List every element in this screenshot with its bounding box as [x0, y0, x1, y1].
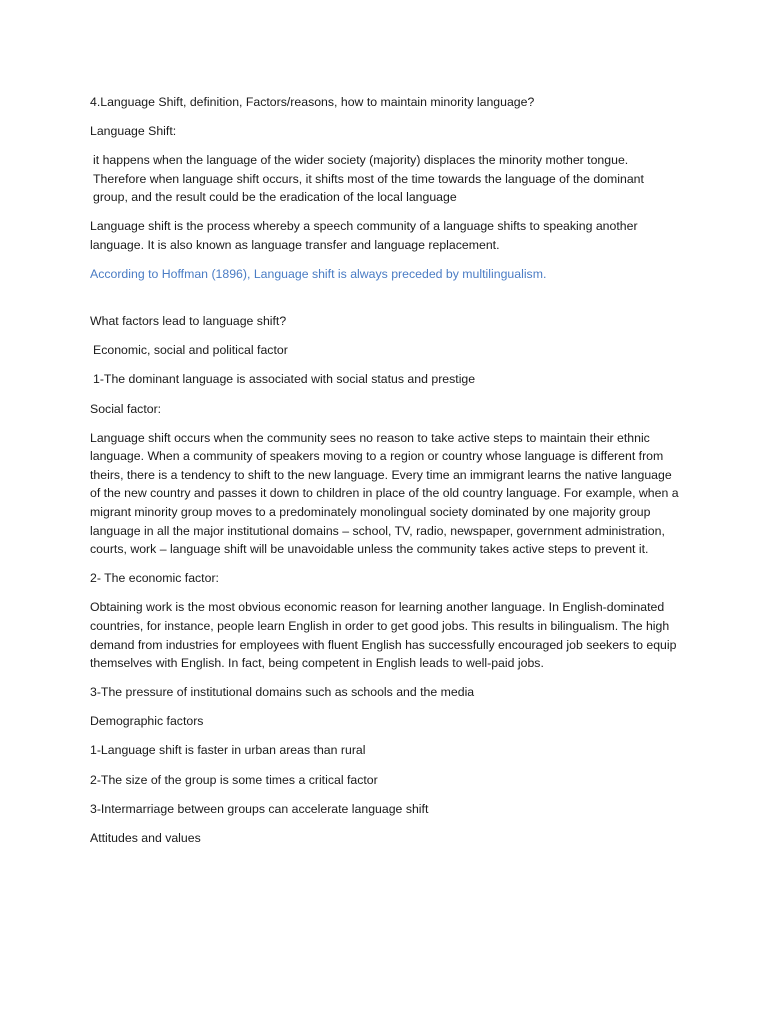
definition-paragraph: it happens when the language of the wider society (majority) displaces the minority mother tongue. Therefore when language shift occurs, it shifts most of the time towards the language of the dominant group, and the result could be the eradication of the local language [93, 153, 644, 205]
economic-factor-paragraph: Obtaining work is the most obvious economic reason for learning another language. In English-dominated countries, for instance, people learn English in order to get good jobs. This results in bilingualism. The high demand from industries for employees with fluent English has successfully encouraged job seekers to equip themselves with English. In fact, being competent in English leads to well-paid jobs. [90, 600, 677, 671]
document-body [90, 93, 680, 858]
hoffman-quote: According to Hoffman (1896), Language shift is always preceded by multilingualism. [90, 267, 547, 282]
factor-item-1: 1-The dominant language is associated with social status and prestige [93, 372, 476, 387]
social-factor-heading: Social factor: [90, 401, 162, 416]
document-heading: 4.Language Shift, definition, Factors/reasons, how to maintain minority language? [90, 95, 535, 109]
spacer [90, 294, 680, 312]
section-label: Language Shift: [90, 124, 177, 139]
demographic-item-2: 2-The size of the group is some times a critical factor [90, 772, 378, 787]
factor-item-3: 3-The pressure of institutional domains such as schools and the media [90, 685, 475, 700]
factors-line: Economic, social and political factor [93, 343, 288, 358]
demographic-heading: Demographic factors [90, 714, 204, 729]
social-factor-paragraph: Language shift occurs when the community sees no reason to take active steps to maintain their ethnic language. When a community of speakers moving to a region or country whose language is different from theirs, there is a tendency to shift to the new language. Every time an immigrant learns the native language of the new country and passes it down to children in place of the old country language. For example, when a migrant minority group moves to a predominately monolingual society dominated by one majority group language in all the major institutional domains – school, TV, radio, newspaper, government administration, courts, work – language shift will be unavoidable unless the community takes active steps to prevent it. [90, 430, 679, 557]
process-paragraph: Language shift is the process whereby a speech community of a language shifts to speaking another language. It is also known as language transfer and language replacement. [90, 219, 638, 253]
attitudes-heading: Attitudes and values [90, 830, 201, 845]
demographic-item-1: 1-Language shift is faster in urban areas than rural [90, 743, 366, 758]
demographic-item-3: 3-Intermarriage between groups can accelerate language shift [90, 801, 429, 816]
economic-factor-heading: 2- The economic factor: [90, 571, 219, 586]
factors-question: What factors lead to language shift? [90, 314, 287, 329]
